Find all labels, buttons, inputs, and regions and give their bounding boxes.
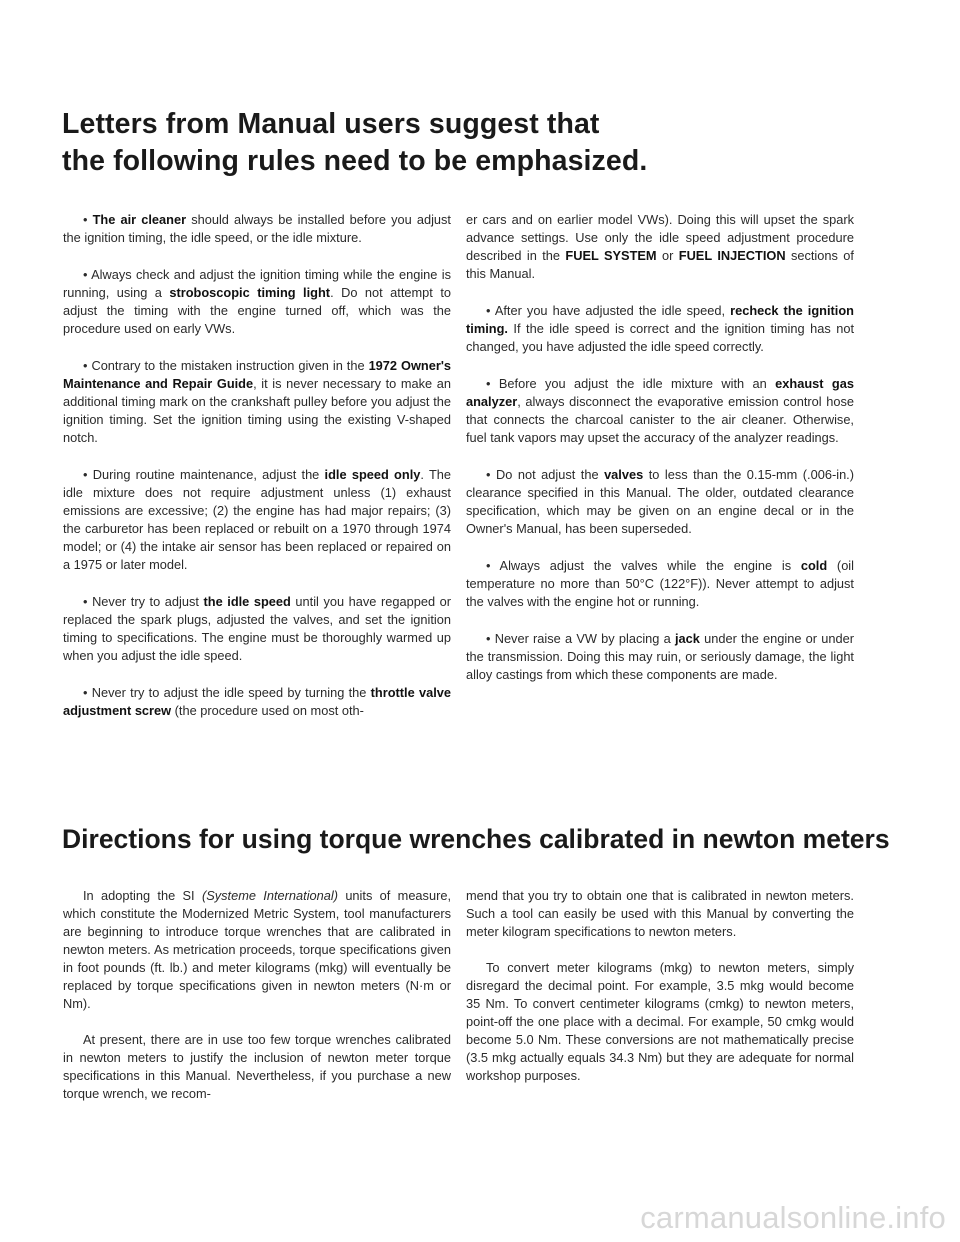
rules-left-column xyxy=(63,211,451,739)
rule-recheck-timing: • After you have adjusted the idle speed, recheck the ignition timing. If the idle speed is correct and the ignition timing has not changed, you have adjusted the idle speed correctly. xyxy=(466,303,854,354)
rule-valve-clearance: • Do not adjust the valves to less than the 0.15-mm (.006-in.) clearance specified in this Manual. The older, outdated clearance specification, which may be given on an engine decal or in the Owner's Manual, has been superseded. xyxy=(466,467,854,536)
rule-air-cleaner: • The air cleaner should always be installed before you adjust the ignition timing, the idle speed, or the idle mixture. xyxy=(63,212,451,245)
rule-jack-placement: • Never raise a VW by placing a jack under the engine or under the transmission. Doing this may ruin, or seriously damage, the light alloy castings from which these components are made. xyxy=(466,631,854,682)
torque-paragraph-conversion: To convert meter kilograms (mkg) to newton meters, simply disregard the decimal point. For example, 3.5 mkg would become 35 Nm. To convert centimeter kilograms (cmkg) to newton meters, point-off the one place with a decimal. For example, 50 cmkg would become 5.0 Nm. These conversions are not mathematically precise (3.5 mkg actually equals 34.3 Nm) but they are adequate for normal workshop purposes. xyxy=(466,960,854,1083)
bullet: • xyxy=(486,467,491,482)
torque-left-column xyxy=(63,887,451,1121)
bullet: • xyxy=(486,558,491,573)
rule-idle-speed-only: • During routine maintenance, adjust the idle speed only. The idle mixture does not require adjustment unless (1) exhaust emissions are excessive; (2) the engine has had major repairs; (3) the carburetor has been replaced or rebuilt on a 1970 through 1974 model; or (4) the intake air sensor has been replaced or repaired on a 1975 or later model. xyxy=(63,467,451,572)
bullet: • xyxy=(486,631,491,646)
bullet: • xyxy=(83,467,88,482)
bullet: • xyxy=(83,685,88,700)
watermark-text: carmanualsonline.info xyxy=(640,1200,946,1235)
torque-heading: Directions for using torque wrenches calibrated in newton meters xyxy=(62,824,890,854)
rule-throttle-screw: • Never try to adjust the idle speed by turning the throttle valve adjustment screw (the procedure used on most oth- xyxy=(63,685,452,718)
rule-idle-speed-order: • Never try to adjust the idle speed until you have regapped or replaced the spark plugs, adjusted the valves, and set the ignition timing to specifications. The engine must be thoroughly warmed up when you adjust the idle speed. xyxy=(63,594,451,663)
rules-heading-line-2: the following rules need to be emphasized. xyxy=(62,145,648,177)
torque-right-column xyxy=(466,887,854,1103)
rule-throttle-screw-continued: er cars and on earlier model VWs). Doing this will upset the spark advance settings. Use only the idle speed adjustment procedure described in the FUEL SYSTEM or FUEL INJECTION sections of this Manual. xyxy=(466,212,854,281)
bullet: • xyxy=(83,212,88,227)
bullet: • xyxy=(83,358,88,373)
rule-timing-mark: • Contrary to the mistaken instruction given in the 1972 Owner's Maintenance and Repair Guide, it is never necessary to make an additional timing mark on the crankshaft pulley before you adjust the ignition timing. Set the ignition timing using the existing V-shaped notch. xyxy=(63,358,451,445)
rules-heading xyxy=(62,106,782,180)
rules-right-column xyxy=(466,211,854,703)
bullet: • xyxy=(83,267,88,282)
bullet: • xyxy=(486,303,491,318)
torque-paragraph-si-units: In adopting the SI (Systeme International) units of measure, which constitute the Modernized Metric System, tool manufacturers are beginning to introduce torque wrenches that are calibrated in newton meters. As metrication proceeds, torque specifications given in foot pounds (ft. lb.) and meter kilograms (mkg) will eventually be replaced by torque specifications given in newton meters (N·m or Nm). xyxy=(63,888,452,1011)
torque-paragraph-at-present: At present, there are in use too few torque wrenches calibrated in newton meters to justify the inclusion of newton meter torque specifications in this Manual. Nevertheless, if you purchase a new torque wrench, we recom- xyxy=(63,1032,451,1101)
torque-paragraph-at-present-continued: mend that you try to obtain one that is calibrated in newton meters. Such a tool can easily be used with this Manual by converting the meter kilogram specifications to newton meters. xyxy=(466,888,854,939)
rules-heading-line-1: Letters from Manual users suggest that xyxy=(62,108,600,140)
rule-exhaust-analyzer: • Before you adjust the idle mixture with an exhaust gas analyzer, always disconnect the evaporative emission control hose that connects the charcoal canister to the air cleaner. Otherwise, fuel tank vapors may upset the accuracy of the analyzer readings. xyxy=(466,376,854,445)
bullet: • xyxy=(83,594,88,609)
bullet: • xyxy=(486,376,491,391)
rule-valves-cold: • Always adjust the valves while the engine is cold (oil temperature no more than 50°C (122°F)). Never attempt to adjust the valves with the engine hot or running. xyxy=(466,558,854,609)
rule-timing-light: • Always check and adjust the ignition timing while the engine is running, using a stroboscopic timing light. Do not attempt to adjust the timing with the engine turned off, which was the procedure used on early VWs. xyxy=(63,267,451,336)
